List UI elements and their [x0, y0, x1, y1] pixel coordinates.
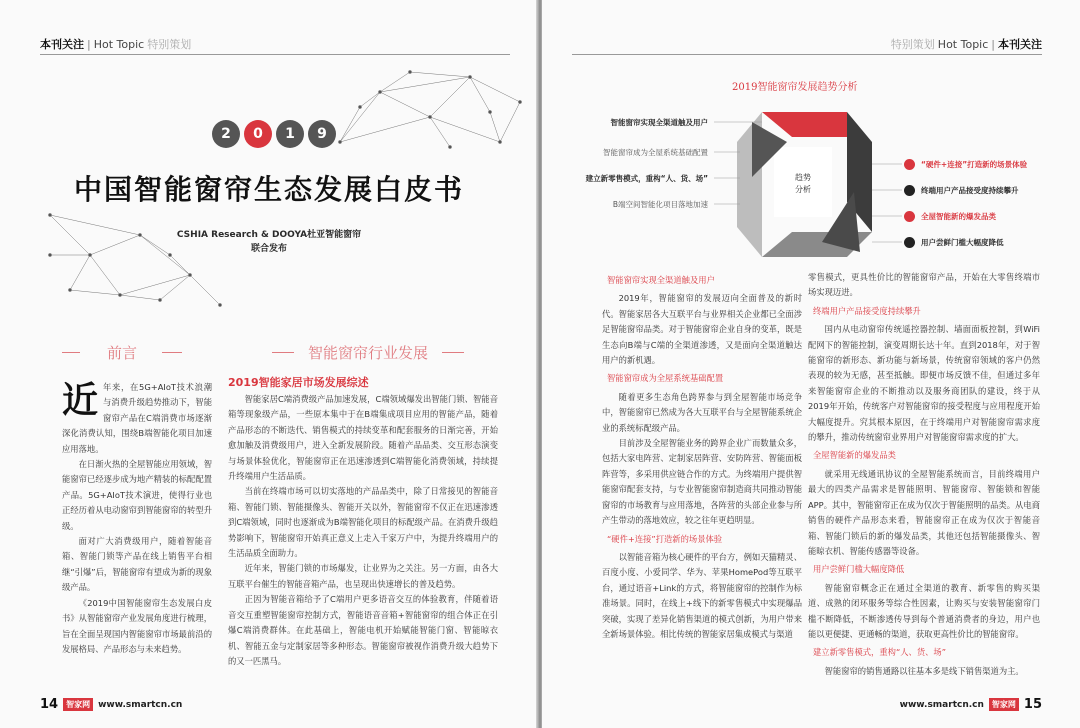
pinwheel-top-segment — [762, 112, 847, 137]
left-page — [0, 0, 538, 728]
header-feature-label: 特别策划 — [890, 38, 935, 51]
paragraph: 以智能音箱为核心硬件的平台方，例如天猫精灵、百度小度、小爱同学、华为、苹果HomePod等互联平台，通过语音+Link的方式，将智能窗帘的控制作为标准场景。同时，在线上+线下的新零售模式中实现爆品突破，实现了差异化销售渠道的模式创新，为用户带来全新场景体验。相比传统的智能家居集成模式与渠道 — [602, 551, 802, 639]
header-section-label: 本刊关注 — [998, 38, 1042, 51]
body-column-3 — [602, 270, 802, 642]
diagram-center-label: 趋势 — [795, 173, 811, 182]
paragraph: 就采用无线通讯协议的全屋智能系统而言，目前终端用户最大的四类产品需求是智能照明、智能窗帘、智能锁和智能APP。其中，智能窗帘正在成为仅次于智能照明的品类。从电商销售的硬件产品形态来看，智能窗帘正在成为仅次于智能音箱、智能门锁后的新的爆发品类，其他还包括智能摄像头、智能晾衣机、智能传感器等设备。 — [808, 468, 1040, 556]
header-section-label: 本刊关注 — [40, 38, 84, 51]
header-rule — [40, 54, 510, 55]
paragraph: 在日渐火热的全屋智能应用领域，智能窗帘已经逐步成为地产精装的标配配置产品。5G+AIoT技术演进，使得行业也正经历着从电动窗帘到智能窗帘的转型升级。 — [62, 459, 212, 531]
header-en-label: Hot Topic — [937, 38, 989, 51]
dropcap: 近 — [62, 379, 99, 421]
header-en-label: Hot Topic — [93, 38, 145, 51]
trend-label-right: 全屋智能新的爆发品类 — [921, 212, 996, 221]
paragraph: 当前在终端市场可以切实落地的产品品类中，除了日常接见的智能音箱、智能门锁、智能摄像头、智能开关以外，智能窗帘不仅正在迅速渗透到C端领域，同时也逐渐成为B端智能化项目的标配级产品。在消费升级趋势影响下，智能窗帘开始真正意义上走入千家万户中，为提升终端用户的生活品质全面助力。 — [228, 486, 498, 559]
trend-item-right — [904, 159, 1027, 170]
section-subheading: 智能窗帘成为全屋系统基础配置 — [606, 373, 724, 384]
year-digit: 0 — [244, 120, 272, 148]
paragraph: 零售模式，更具性价比的智能窗帘产品，开始在大零售终端市场实现迈进。 — [808, 272, 1040, 298]
brand-logo: 智家网 — [63, 698, 93, 711]
industry-rule-right — [442, 352, 464, 353]
body-column-4 — [808, 270, 1040, 679]
paragraph: 面对广大消费级用户，随着智能音箱、智能门锁等产品在线上销售平台相继“引爆”后，智能窗帘有望成为新的现象级产品。 — [62, 536, 212, 593]
left-header: 本刊关注 | Hot Topic 特别策划 — [40, 38, 192, 51]
trend-label-right: “硬件+连接”打造新的场景体验 — [921, 160, 1028, 169]
trend-item-right — [904, 211, 996, 222]
brand-logo: 智家网 — [989, 698, 1019, 711]
paragraph: 目前涉及全屋智能业务的跨界企业广而数量众多，包括大家电阵营、定制家居阵营、安防阵营、智能面板阵营等，多采用供应链合作的方式。为终端用户提供智能窗帘配套支持，与专业智能窗帘制造商共同推动智能窗帘的市场教育与应用落地，各阵营的头部企业参与所产生带动的落地效应，较之往年更趋明显。 — [602, 438, 802, 526]
section-subheading: 终端用户产品接受度持续攀升 — [812, 305, 921, 316]
industry-heading: 智能窗帘行业发展 — [308, 344, 429, 362]
paragraph: 年来，在5G+AIoT技术浪潮与消费升级趋势推动下，智能窗帘产品在C端消费市场逐渐深化消费认知，围绕B端智能化项目加速应用落地。 — [62, 382, 212, 454]
bullet-dot-icon — [904, 211, 915, 222]
bullet-dot-icon — [904, 185, 915, 196]
trend-label-left: 建立新零售模式，重构“人、货、场” — [585, 174, 708, 183]
page-number: 15 — [1023, 697, 1042, 712]
section-subheading: 建立新零售模式，重构“人、货、场” — [812, 647, 947, 658]
network-graphic-top — [320, 62, 535, 157]
year-badge — [212, 120, 336, 148]
byline-publish: 联合发布 — [250, 244, 287, 254]
right-header: 特别策划 Hot Topic | 本刊关注 — [890, 38, 1042, 51]
bullet-dot-icon — [904, 237, 915, 248]
paragraph: 2019年，智能窗帘的发展迈向全面普及的新时代。智能家居各大互联平台与业界相关企业都已全面涉足智能窗帘品类。对于智能窗帘企业自身的变革，既是生态向B端与C端的全渠道渗透，又是面向全渠道触达用户的新机遇。 — [602, 293, 802, 366]
preface-rule-left — [62, 352, 80, 353]
byline — [0, 228, 538, 256]
left-footer — [40, 697, 182, 712]
section-subheading: 全屋智能新的爆发品类 — [812, 450, 896, 461]
trend-label-left: 智能窗帘成为全屋系统基础配置 — [603, 148, 708, 157]
year-digit: 1 — [276, 120, 304, 148]
paragraph: 正因为智能音箱给予了C端用户更多语音交互的体验教育，伴随着语音交互重塑智能窗帘控制方式，智能语音音箱+智能窗帘的组合体正在引爆C端消费群体。在此基础上，智能电机开始赋能智能门窗、智能晾衣机、智能五金与定制家居等多种形态。智能窗帘被视作消费升级大趋势下的又一匹黑马。 — [228, 594, 498, 666]
trend-item-right — [904, 237, 1004, 248]
preface-column — [62, 380, 212, 657]
section-subheading: “硬件+连接”打造新的场景体验 — [606, 533, 723, 544]
header-feature-label: 特别策划 — [147, 38, 192, 51]
article-title: 中国智能窗帘生态发展白皮书 — [73, 173, 464, 206]
byline-authors: CSHIA Research & DOOYA杜亚智能窗帘 — [176, 230, 362, 240]
year-digit: 2 — [212, 120, 240, 148]
footer-url: www.smartcn.cn — [899, 699, 984, 710]
right-footer — [900, 697, 1042, 712]
industry-column — [228, 392, 498, 669]
diagram-center-label: 分析 — [795, 185, 811, 194]
trend-label-left: 智能窗帘实现全渠道触及用户 — [610, 118, 708, 127]
preface-rule-right — [162, 352, 182, 353]
diagram-title: 2019智能窗帘发展趋势分析 — [732, 82, 858, 93]
section-subheading: 用户尝鲜门槛大幅度降低 — [812, 564, 905, 575]
section-subheading: 智能窗帘实现全渠道触及用户 — [606, 275, 715, 285]
bullet-dot-icon — [904, 159, 915, 170]
paragraph: 近年来，智能门锁的市场爆发，让业界为之关注。另一方面，由各大互联平台催生的智能音箱产品，也呈现出快速增长的普及趋势。 — [228, 563, 498, 589]
pinwheel-center — [774, 147, 832, 217]
paragraph: 智能窗帘概念正在通过全渠道的教育、新零售的购买渠道、成熟的闭环服务等综合性因素，让购买与安装智能窗帘门槛不断降低，不断渗透传导到每个普通消费者的身边，用户也能以更便捷、更通畅的渠道，获取更高性价比的智能窗帘。 — [808, 582, 1040, 639]
preface-heading: 前言 — [107, 344, 138, 362]
subsection-heading: 2019智能家居市场发展综述 — [228, 376, 369, 389]
paragraph: 国内从电动窗帘传统遥控器控制、墙面面板控制，到WiFi配网下的智能控制，演变周期长达十年。直到2018年，对于智能窗帘的新形态、新功能与新场景，传统窗帘领域的客户仍然表现的较为无感，甚至抵触。即便市场反馈不佳，但通过多年来智能窗帘企业的不断推动以及服务商团队的建设，终于从2019年开始，传统客户对智能窗帘的接受程度与应用程度开始大幅度提升。究其根本原因，在于终端用户对智能窗帘需求度的攀升，推动传统窗帘业界用户对智能窗帘需求度的扩大。 — [808, 324, 1040, 443]
trend-label-right: 终端用户产品接受度持续攀升 — [921, 186, 1019, 195]
year-digit: 9 — [308, 120, 336, 148]
paragraph: 随着更多生态角色跨界参与到全屋智能市场竞争中，智能窗帘已然成为各大互联平台与全屋智能系统企业的系统标配级产品。 — [602, 391, 802, 433]
paragraph: 《2019中国智能窗帘生态发展白皮书》从智能窗帘产业发展角度进行梳理，旨在全面呈现国内智能窗帘市场最前沿的发展格局、产品形态与未来趋势。 — [62, 597, 212, 654]
industry-rule-left — [272, 352, 294, 353]
paragraph: 智能家居C端消费级产品加速发展，C端领域爆发出智能门锁、智能音箱等现象级产品，一些原本集中于在B端集成项目应用的智能产品，随着产品形态的不断迭代、销售模式的持续变革和配套服务的日渐完善，开始愈加触及消费级用户，进入全新发展阶段。随着产品品类、交互形态演变与场景体验优化，智能窗帘正在迅速渗透到C端智能化消费领域，持续提升终端用户生活品质。 — [228, 394, 498, 482]
footer-url: www.smartcn.cn — [98, 699, 183, 710]
page-number: 14 — [40, 697, 59, 712]
trend-label-right: 用户尝鲜门槛大幅度降低 — [921, 238, 1004, 247]
trend-item-right — [904, 185, 1019, 196]
right-page — [542, 0, 1080, 728]
header-rule — [572, 54, 1042, 55]
trend-label-left: B端空间智能化项目落地加速 — [612, 200, 708, 209]
paragraph: 智能窗帘的销售通路以往基本多是线下销售渠道为主。 — [824, 665, 1024, 676]
